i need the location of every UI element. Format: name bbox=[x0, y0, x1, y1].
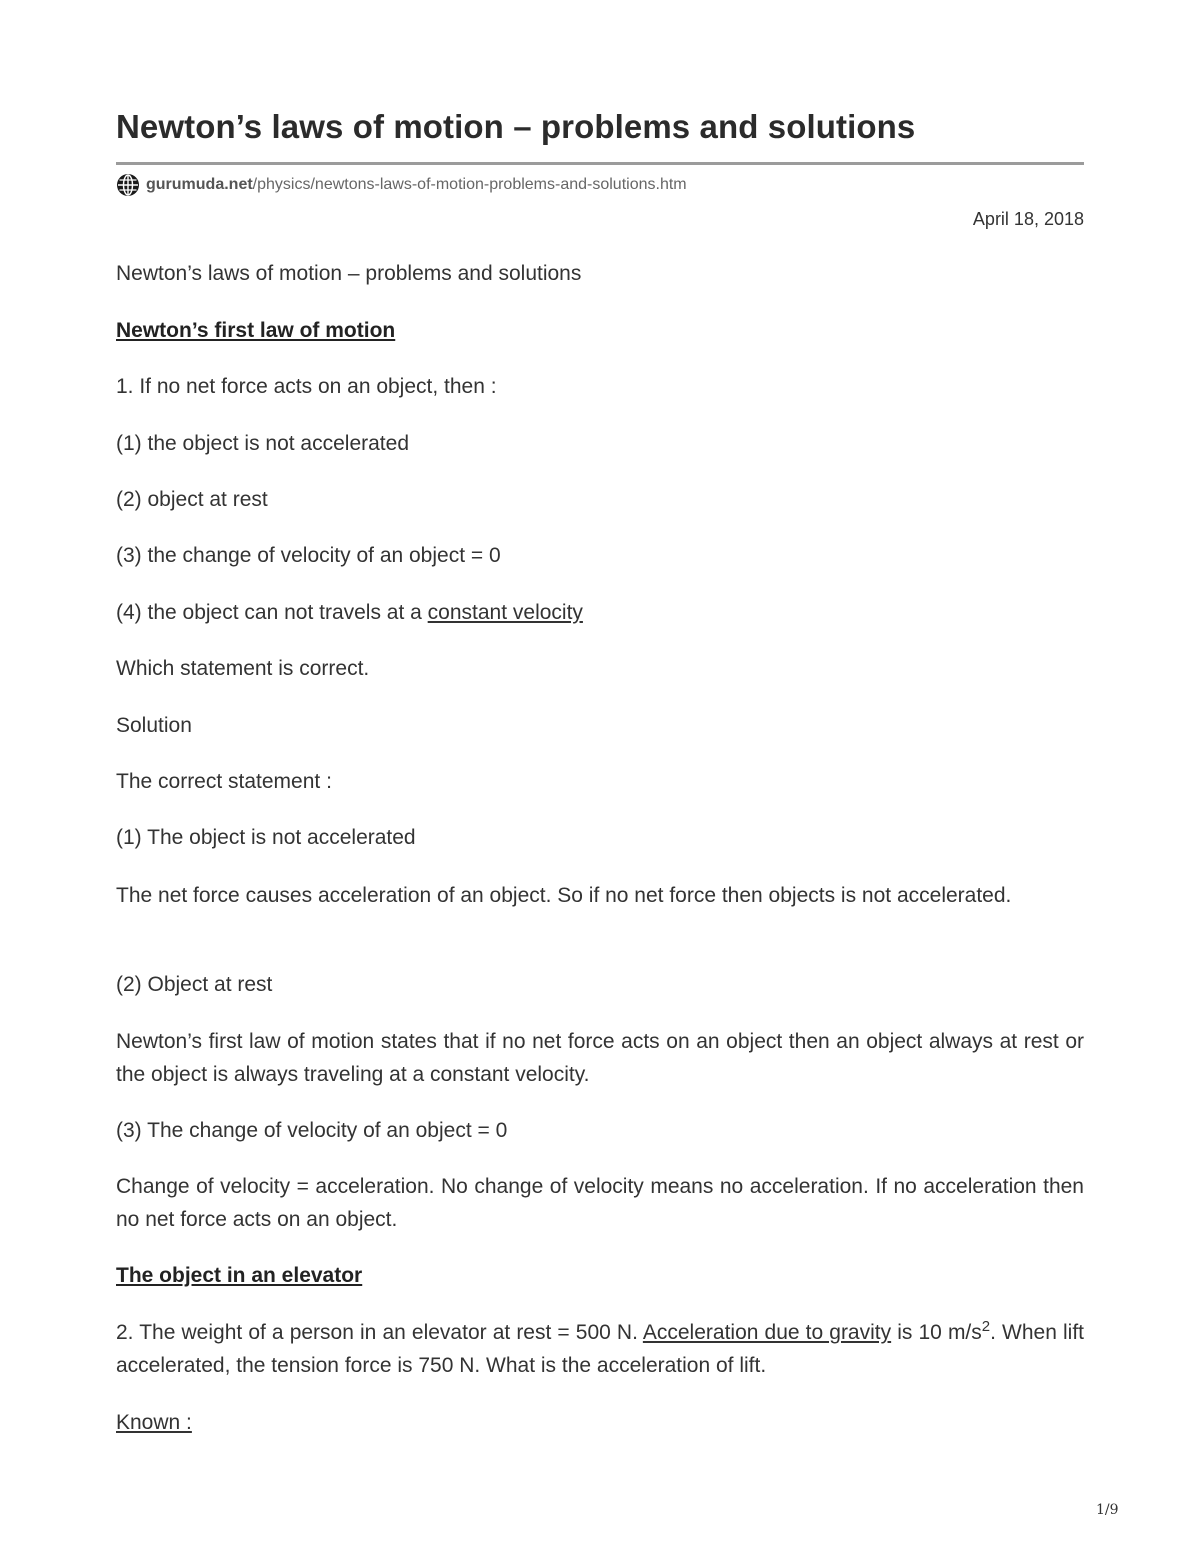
question-1-option-1: (1) the object is not accelerated bbox=[116, 432, 409, 455]
solution-label: Solution bbox=[116, 714, 192, 737]
source-path: /physics/newtons-laws-of-motion-problems-and-solutions.htm bbox=[252, 176, 687, 193]
question-1: 1. If no net force acts on an object, then : bbox=[116, 375, 497, 398]
globe-icon bbox=[116, 173, 140, 197]
source-url[interactable] bbox=[116, 173, 687, 197]
intro-text: Newton’s laws of motion – problems and solutions bbox=[116, 262, 582, 285]
answer-1-explanation: The net force causes acceleration of an object. So if no net force then objects is not accelerated. bbox=[116, 884, 1012, 907]
question-1-option-3: (3) the change of velocity of an object = 0 bbox=[116, 544, 501, 567]
page-number: 1/9 bbox=[1096, 1502, 1119, 1518]
answer-2-explanation: Newton’s first law of motion states that if no net force acts on an object then an object always at rest or the object is always traveling at a constant velocity. bbox=[116, 1030, 1084, 1086]
section-heading-first-law: Newton’s first law of motion bbox=[116, 319, 396, 342]
answer-3-explanation: Change of velocity = acceleration. No change of velocity means no acceleration. If no acceleration then no net force acts on an object. bbox=[116, 1175, 1084, 1231]
option-4-text: (4) the object can not travels at a bbox=[116, 601, 428, 624]
title-divider bbox=[116, 162, 1084, 165]
correct-statement-label: The correct statement : bbox=[116, 770, 332, 793]
answer-1: (1) The object is not accelerated bbox=[116, 826, 416, 849]
publish-date: April 18, 2018 bbox=[972, 209, 1084, 229]
answer-2: (2) Object at rest bbox=[116, 973, 273, 996]
question-1-prompt: Which statement is correct. bbox=[116, 657, 370, 680]
question-1-option-2: (2) object at rest bbox=[116, 488, 268, 511]
known-label: Known : bbox=[116, 1411, 192, 1434]
question-1-option-4 bbox=[116, 596, 1084, 629]
superscript-exponent: 2 bbox=[981, 1318, 991, 1335]
acceleration-gravity-link[interactable]: Acceleration due to gravity bbox=[642, 1321, 892, 1344]
question-2 bbox=[116, 1316, 1084, 1382]
question-2-text-end: . When lift accelerated, the tension force is 750 N. What is the acceleration of lift. bbox=[116, 1321, 1085, 1377]
page-title: Newton’s laws of motion – problems and solutions bbox=[116, 108, 916, 145]
question-2-text-start: 2. The weight of a person in an elevator at rest = 500 N. bbox=[116, 1321, 643, 1344]
source-domain: gurumuda.net bbox=[146, 176, 253, 193]
question-2-text-mid: is 10 m/s bbox=[891, 1321, 982, 1344]
answer-3: (3) The change of velocity of an object = 0 bbox=[116, 1119, 508, 1142]
section-heading-elevator: The object in an elevator bbox=[116, 1264, 363, 1287]
constant-velocity-link[interactable]: constant velocity bbox=[427, 601, 583, 624]
